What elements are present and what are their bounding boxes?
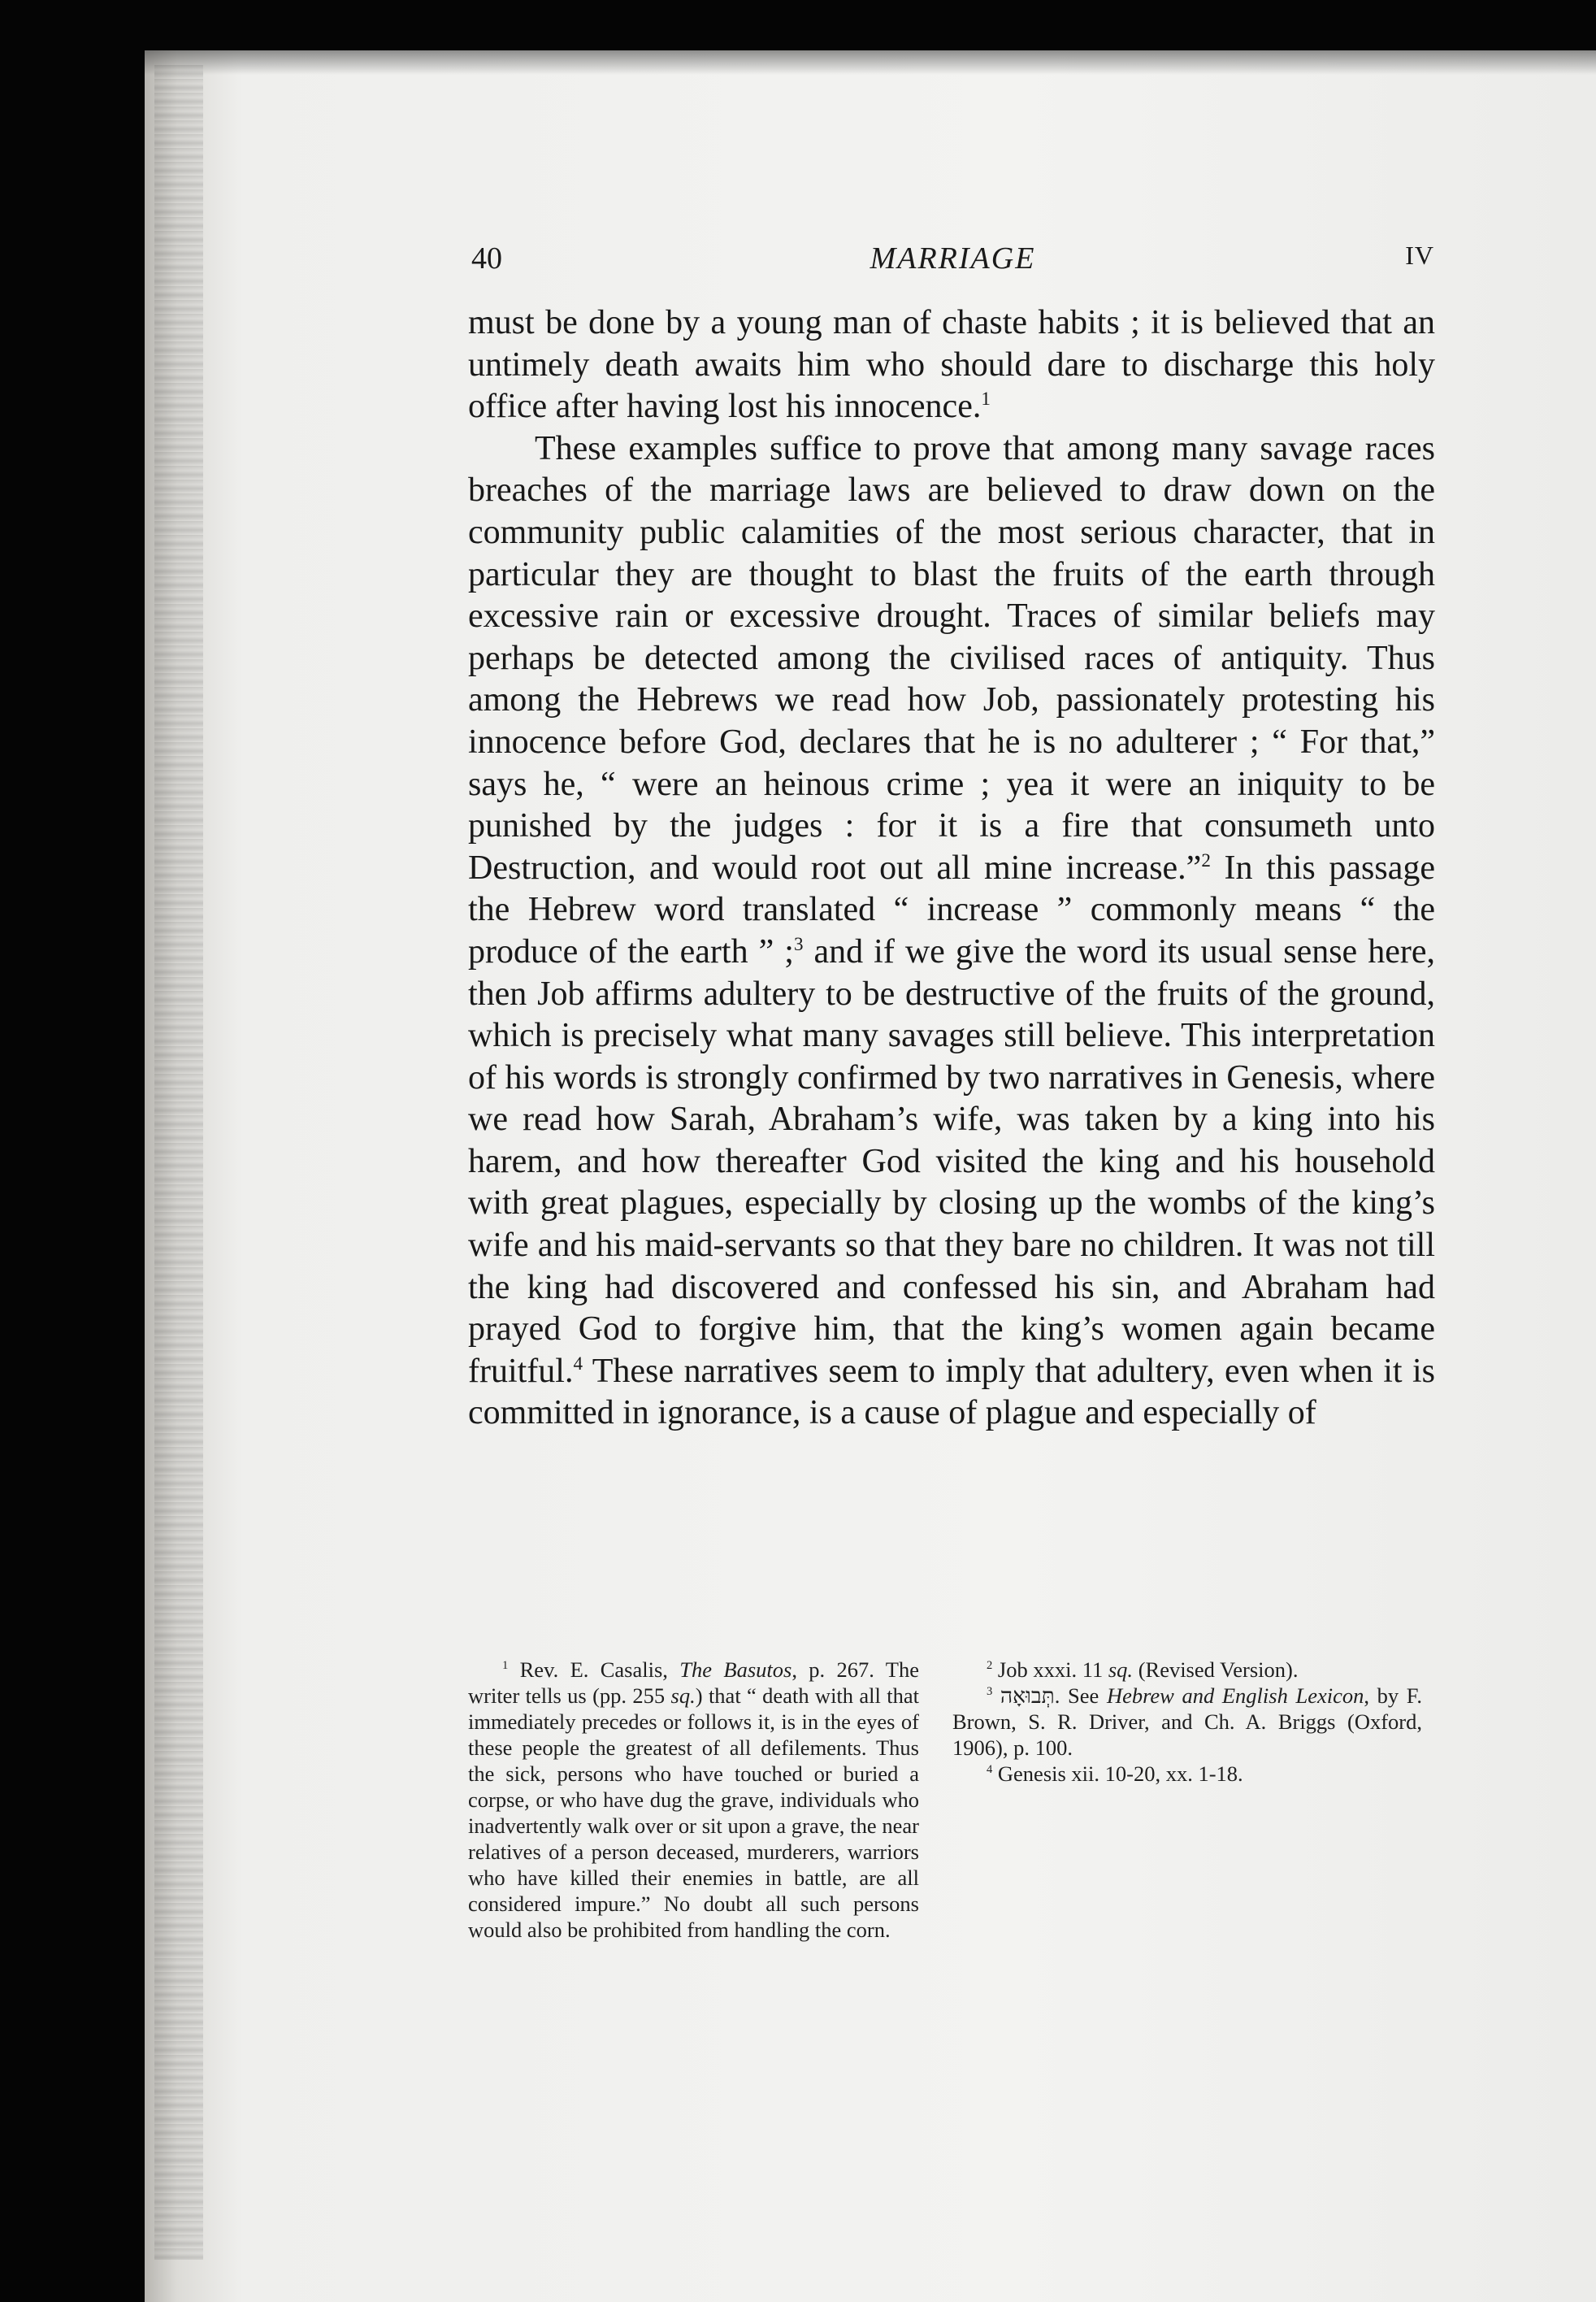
footnote-1-sq: sq. — [670, 1683, 696, 1708]
paragraph-2-text-b: In this passage the Hebrew word translated “ increase ” commonly means “ the produce of the earth ” ; — [468, 849, 1435, 971]
footnote-2-number: 2 — [987, 1659, 993, 1673]
running-title: MARRIAGE — [870, 241, 1036, 276]
footnote-1-text-c: ) that “ death with all that immediately precedes or follows it, is in the eyes of these people the greatest of all defilements. Thus the sick, persons who have touched or buried a corpse, or who have dug the grave, individuals who inadvertently walk over or sit upon a grave, the near relatives of a person deceased, murderers, warriors who have killed their enemies in battle, are all considered impure.” No doubt all such persons would also be prohibited from handling the corn. — [468, 1683, 920, 1942]
footnote-4-number: 4 — [987, 1763, 993, 1777]
footnote-2-sq: sq. — [1108, 1657, 1134, 1682]
footnote-ref-4: 4 — [573, 1352, 583, 1374]
footnote-1-number: 1 — [502, 1659, 509, 1673]
body-text — [468, 302, 1435, 1435]
paragraph-2-text-a: These examples suffice to prove that among many savage races breaches of the marriage laws are believed to draw down on the community public calamities of the most serious character, that in particular they are thought to blast the fruits of the earth through excessive rain or excessive drought. Traces of similar beliefs may perhaps be detected among the civilised races of antiquity. Thus among the Hebrews we read how Job, passionately protesting his innocence before God, declares that he is no adulterer ; “ For that,” says he, “ were an heinous crime ; yea it were an iniquity to be punished by the judges : for it is a fire that consumeth unto Destruction, and would root out all mine increase.” — [468, 429, 1435, 887]
book-gutter — [154, 65, 203, 2260]
footnote-ref-2: 2 — [1201, 849, 1211, 871]
footnote-3-text-b: , by F. Brown, S. R. Driver, and Ch. A. Briggs (Oxford, 1906), p. 100. — [952, 1683, 1423, 1760]
paragraph-2-text-d: These narratives seem to imply that adultery, even when it is committed in ignorance, is a cause of plague and especially of — [468, 1352, 1435, 1432]
footnote-3-number: 3 — [987, 1685, 993, 1699]
footnote-1-text-a: Rev. E. Casalis, — [508, 1657, 680, 1682]
footnote-3-text-a: . See — [1054, 1683, 1107, 1708]
footnote-3 — [952, 1683, 1422, 1761]
footnote-1 — [468, 1657, 919, 1943]
footnote-2-text-b: (Revised Version). — [1133, 1657, 1299, 1682]
chapter-number: IV — [1405, 241, 1434, 270]
footnotes-column-left — [468, 1657, 919, 1943]
footnote-1-book-title: The Basutos — [679, 1657, 792, 1682]
footnote-ref-1: 1 — [981, 388, 991, 410]
footnote-4 — [952, 1761, 1422, 1787]
footnote-2 — [952, 1657, 1422, 1683]
page-number: 40 — [471, 241, 502, 276]
footnotes-column-right — [952, 1657, 1422, 1787]
running-header — [471, 241, 1434, 281]
page-top-shadow — [145, 50, 1596, 75]
footnote-3-book-title: Hebrew and English Lexicon — [1106, 1683, 1364, 1708]
paragraph-2-text-c: and if we give the word its usual sense here, then Job affirms adultery to be destructive of the fruits of the ground, which is precisely what many savages still believe. This interpretation of his words is strongly confirmed by two narratives in Genesis, where we read how Sarah, Abraham’s wife, was taken by a king into his harem, and how thereafter God visited the king and his household with great plagues, especially by closing up the wombs of the king’s wife and his maid-servants so that they bare no children. It was not till the king had discovered and confessed his sin, and Abraham had prayed God to forgive him, that the king’s women again became fruitful. — [468, 932, 1435, 1390]
footnote-2-text-a: Job xxxi. 11 — [992, 1657, 1108, 1682]
paragraph-1 — [468, 302, 1435, 428]
paragraph-2 — [468, 428, 1435, 1435]
footnote-ref-3: 3 — [793, 932, 804, 954]
footnote-3-hebrew-word: תְּבוּאָה — [992, 1683, 1055, 1708]
paragraph-1-text: must be done by a young man of chaste habits ; it is believed that an untimely death awaits him who should dare to discharge this holy office after having lost his innocence. — [468, 304, 1435, 426]
footnote-1-text-b: , p. 267. The writer tells us (pp. 255 — [468, 1657, 919, 1708]
footnote-4-text: Genesis xii. 10-20, xx. 1-18. — [992, 1761, 1243, 1786]
